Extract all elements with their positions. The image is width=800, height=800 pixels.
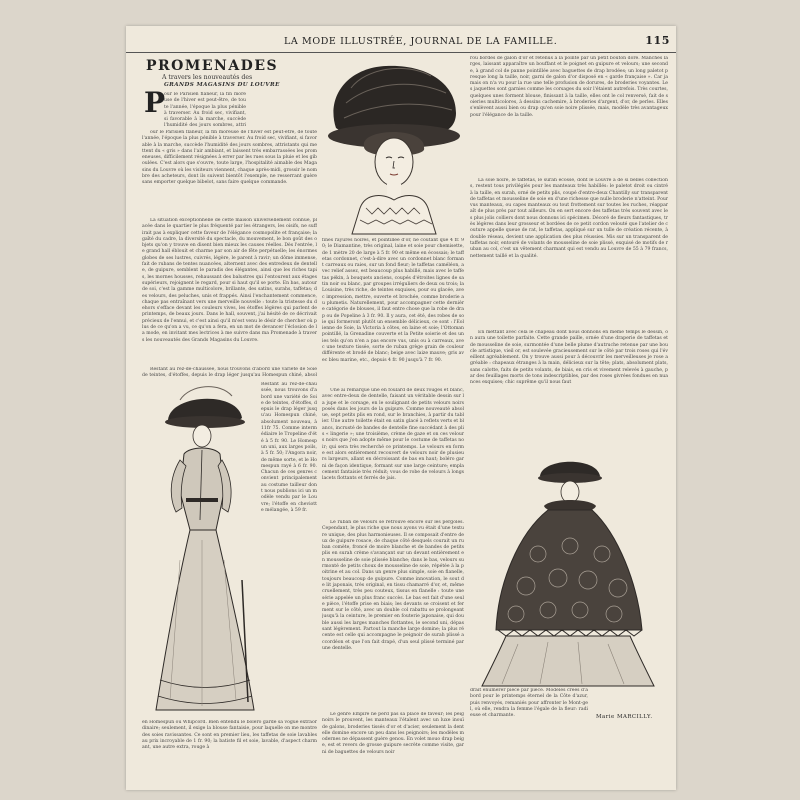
col2-paragraph-1: fines rayures noires, et pointillée d'or, ne coûtant que 4 fr. 90; le Diamantine, très original, laine et soie pour chemisette, de 1 mètre 20 de large à 5 fr. 90 et même en écossais; le taffetas cordonnet, c'est-à-dire avec un cordonnet blanc formant carreaux ou raies, sur un fond fleur; le taffetas caméléon, avec relief assez, est beaucoup plus habillé, mais avec le taffetas pékin, à bouquets anciens, coupés d'étroites lignes de satin noir ou blanc, par groupes irréguliers de deux ou trois; la Louisine, très riche, de teintes exquises, pour ou glacée, avec impression, mettre, ouverte et brochée, comme broderie au plumetis. Naturellement, pour accompagner cette dernière catégorie de blouses, il faut entre chose que la robe de drap ou de Popeline à 3 fr. 90. Il y aura, cet été, des robes de soie qui formeront plutôt un ensemble délicieux, ce sont : l'Eolienne de Soie, la Victoria à côtes, en laine et soie; l'Ottoman pointillé, la Grenadine couverte et la Petite soierie et des unies tels qu'on n'en a pas encore vus, unis ou à carreaux, avec une texture tissée, sorte de ruban grège grain de couleur différente et brodé de blanc; beige avec laize mauve; gris avec bleu marine, etc., depuis 4 fr. 90 jusqu'à 7 fr. 90. [322,238,464,363]
cape-figure-illustration [478,454,658,690]
page-number: 115 [645,34,670,47]
running-header [126,34,676,53]
col1-bottom-paragraph: en Homespun ou Whipcord. Bien entendu le boléro garde sa vogue extraordinaire; seulement, il exige la blouse fantaisie, pour laquelle on me montre des soies ravissantes. Ce sont en premier lieu, les taffetas de soie lavables au prix incroyable de 1 fr. 90; la batiste fil et soie, lavable, d'aspect charmant, une autre extra, rouge à [142,720,317,751]
col3-closing-paragraph: drait énumérer pièce par pièce. Modèles créés d'abord pour le printemps éternel de la Côte d'azur, puis renvoyés, remaniés pour affronter le Mont-gel, où elle, rendra la femme l'égale de la fleur: radieuse et charmante. [470,688,588,719]
col2-paragraph-3: Le ruban de velours se retrouve encore sur les pergoles. Cependant, le plus riche que nous ayons vu était d'une texture unique, des plus harmonieuses. Il se composait d'entre deux de guipure rosace, de chaque côté desquels courait un ruban comète, froncé de moire blanche et de bandes de petits plis en surah crème s'avançant sur un devant entièrement en mousseline de soie plissée blanche; dans le bas, velours surmonté de petits choux de mousseline de soie, répétée à la poitrine et au col. Dans un genre plus simple, soie en flanelle, toujours beaucoup de guipure. Comme innovation, le sout de lit japonais, très original, en tissu chamarré d'or, et, même cruellement, très peu couteux, tissus en flanelle : toute une série appelée un plus franc succès. Le bas est fait d'une seule pièce, l'étoffe prise en biais; les devants se croisent et ferment sur le côté, avec un double col rabattu se prolongeant jusqu'à la ceinture, le premier en fouterie japonaise, qui double aussi les larges manches flottantes, le second uni, dépassant légèrement. Partout la manche large domine; la plus récente est celle qui accompagne le peignoir de surah plissé accordéon et que l'on fait drapé, d'un seul plissé terminé par une dentelle. [322,520,464,651]
intro-paragraph-top: our le Parisien flâneur, la fin moreuse de l'hiver est peut-être, de toute l'année, l'époque la plus pénible à traverser. Au froid sec, vivifiant, si favorable à la marche, succède l'humidité des jours sombres, attri [164,92,246,128]
col2-paragraph-2: Une ai remarqué une en foulard de deux rouges et blanc, avec entre-deux de dentelle, faisant un véritable dessin sur la jupe et le corsage, en le soulignant de petits velours noirs posés dans les jours de la guipure. Comme nouveauté absolue, sept petits plis en rond, sur le branchies, à partir du tablier. Une autre toilette était en satin glacé à reflets verts et blancs, incrusté de bandes de dentelle fine succédant à des plis « lingerie »; une troisième, crème de gaze et on ces velours noirs que j'en adopte même pour le costume de taffetas noir; qui sera très recherché ce printemps. Le velours en forme est alors entièrement recouvert de velours noir de plusieurs largeurs, allant en décroissant de bas en haut; boléro garni de façon identique, formant sur une large ceinture; emplacement fantaisie très réduit; vous de robe de velours à longs lacets flottants et ferrés de jais. [322,388,464,482]
article-title: PROMENADES [146,58,279,74]
article-store-name: GRANDS MAGASINS DU LOUVRE [164,82,280,88]
col2-paragraph-4: Le genre Empire ne perd pas sa place de faveur; les peignoirs le prouvent, les manteaux l'étalent avec un luxe inouï de galons, broderies tissés d'or et d'acier, seulement la dentelle domine encore un peu dans les peignoirs; les modèles modernes ne dépassent guère genou. En volet mouo drap beige, est et revers de grosse guipure secrète comme visite, garni de baguettes de velours noir [322,712,464,755]
col1-paragraph-3-lead: Restant au rez-de-chaussée, nous trouvons d'abord une variété de Soie de teintes, d'étoffes, depuis le drap léger jusqu'au Homespun chiné, absol [142,367,317,379]
hat-portrait-illustration [316,58,466,236]
col1-paragraph-2: La situation exceptionnelle de cette maison universellement connue, placée dans le quartier le plus fréquenté par les étrangers, les oisifs, ne suffirait pas à expliquer cette faveur de l'élégance cosmopolite et française; la gaîté du cadre, la diversité du spectacle, du mouvement, le bon goût des objets qu'on y trouve en disent bien mieux les causes réelles. Dès l'entrée, le grand hall éblouit et charme par son air de fête perpétuelle; les énormes globes de ses lustres, cuivrés, légère, le parent à ravir; un dôme immense, fait de rubans de tentes nuancées, alternent avec des entredeux de dentelle, de guipure, semblent le paradis des élégantes, ainsi que les riches tapis, les mornes housses, rehaussant des balustres qui l'entourent aux étages supérieurs, rejoignent le regard, pour si haut qu'il se porte. En bas, autour de soi, c'est la gamme multicolore, brillante, des satins, surahs, taffetas; des velours, des peluches, unis et frappés. Ainsi l'enchantement commence, chaque pas entraînant vers une merveille nouvelle : toute la tristesse du dehors s'efface devant les couleurs vives, les étoffes légères qui parlent de printemps, de beaux jours. Dans le hall, souvent, j'ai hésité de ce décrivait précieux de l'ennui, et c'est ainsi qu'il m'est venu le désir de chercher où plus de ce qu'on a vu, ce qu'on a fera, en un mot de devancer l'éclosion de la mode, en invitant mes lectrices à me suivre dans ma Promenade à travers les nouveautés des Grands Magasins du Louvre. [142,218,317,343]
running-title: LA MODE ILLUSTRÉE, JOURNAL DE LA FAMILLE. [284,36,558,47]
col1-paragraph-intro-cont: our le Parisien flâneur, la fin moreuse de l'hiver est peut-être, de toute l'année, l'époque la plus pénible à traverser. Au froid sec, vivifiant, si favorable à la marche, succède l'humidité des jours sombres, attristants qui mettent du « gris » dans l'air ambiant, et laissent très embarrassées les promeneuses, difficilement résignées à errer par les rues sous la pluie et les giboulées. C'est alors que s'ouvre, toute large, l'hospitalité aimable des Magasins du Louvre où les visiteurs viennent, chaque après-midi, grossir le nombre des acheteurs, dont ils suivent bientôt l'exemple, ne resserrant guère sans emporter quelque bibelot, sans faire quelque commande. [142,130,317,186]
col3-paragraph-2: La soie noire, le taffetas, le surah écossé, dont le Louvre a de si belles collections, restent tous privilégiés pour les manteaux très habillés: le paletot droit ou cintré à la taille, en surah, orné de petits plis, coupé d'entre-deux Chantilly sur transparent de taffetas et mousseline de soie en d'une richesse que nulle broderie n'atteint. Pourvus manteaux, ou capes manteaux ou tout frottement sur toutes les ruches, réapparaît de plus près par tout ailleurs. On en sert encore des taffetas très souvent avec les plus jolis colliers dont nous donnons ici spécimen. Décoré de fleurs fantastiques, très légères dans leur grosseur et bordées de ce petit cordon velouté que l'atelier de couture appelle queue de rat, le taffetas, appliqué sur un tulle de création récente, à double réseau, devient une application des plus réussies. Mis sur un transparent de taffetas noir, entouré de volants de mousseline de soie plissé, exquisé de motifs de ruban au col, c'est un vêtement charmant qui est vendu au Louvre de 55 à 79 francs, nettement taillé et la qualité. [470,178,668,259]
col3-paragraph-3: En mettant avec cela le chapeau dont nous donnons en même temps le dessin, on aura une toilette parfaite. Cette grande paille, ornée d'une draperie de taffetas et de mousseline de soie, surmontée d'une belle plume d'autruche retenue par une boucle artistique, vieil or, est soulevée gracieusement sur le côté par trois roses qui l'éveillent agréablement. On y trouve aussi pour à découvrir les merveilleuses je rose agréable : chapeaux étranges à la main, délicieux sur la tête; plats, absolument plats, sans calotte, faits de petits volants, de biais, en cris et vivement relevés à gauche, par des feuillages morts de tons indescriptibles, par des roses givrées fondues en nuances exquises; chic suprême qu'il nous faut [470,330,668,386]
article-subtitle: A travers les nouveautés des [162,74,253,81]
walking-suit-illustration [150,380,260,718]
magazine-page [126,26,676,790]
col1-paragraph-3: Restant au rez-de-chaussée, nous trouvons d'abord une variété de Soie de teintes, d'étoffes, depuis le drap léger jusqu'au Homespun chiné, absolument nouveau, à 11fr 75. Comme intermédiaire le Tropeline d'été à 5 fr. 90. Le Homespun uni, aux larges poils, à 5 fr. 50; l'Angora noir, de même sorte, et le Homespun rayé à 6 fr. 90. Chacun de ces genres convient principalement au costume tailleur dont nous publions ici un modèle vendu par le Louvre; l'étoffe en cheviotte mélangée, à 59 fr. [261,382,317,513]
col3-paragraph-1: rou bordés de galon d'or et retenus à la pointe par un petit bouton doré. Manches larges, laissant apparaître un bouffant et le poignet en guipure et velours; une seconde, à grand col de panne pointillée avec baguettes de drap brodées; un long paletot presque long la taille, noir, garni de galon d'or disposé en « garde française ». Car jamais on n'a vu pour la rue une telle profusion de dorures, de broderies voyantes. Les jaquettes sont garnies comme les corsages du soir l'étaient autrefois. Très courtes, quelques unes forment blouse, finissant à la taille, elles ont le col renversé, fait de soieries multicolores, à dessins cachemire, à broderies d'argent, d'or, de perles. Elles s'enlèvent aussi bien ou drap qu'en soie noire plissée, mais, modèle très avantageux pour l'élégance de la taille. [470,56,668,118]
drop-cap: P [144,86,166,119]
author-signature: Marie MARCILLY. [596,714,653,720]
